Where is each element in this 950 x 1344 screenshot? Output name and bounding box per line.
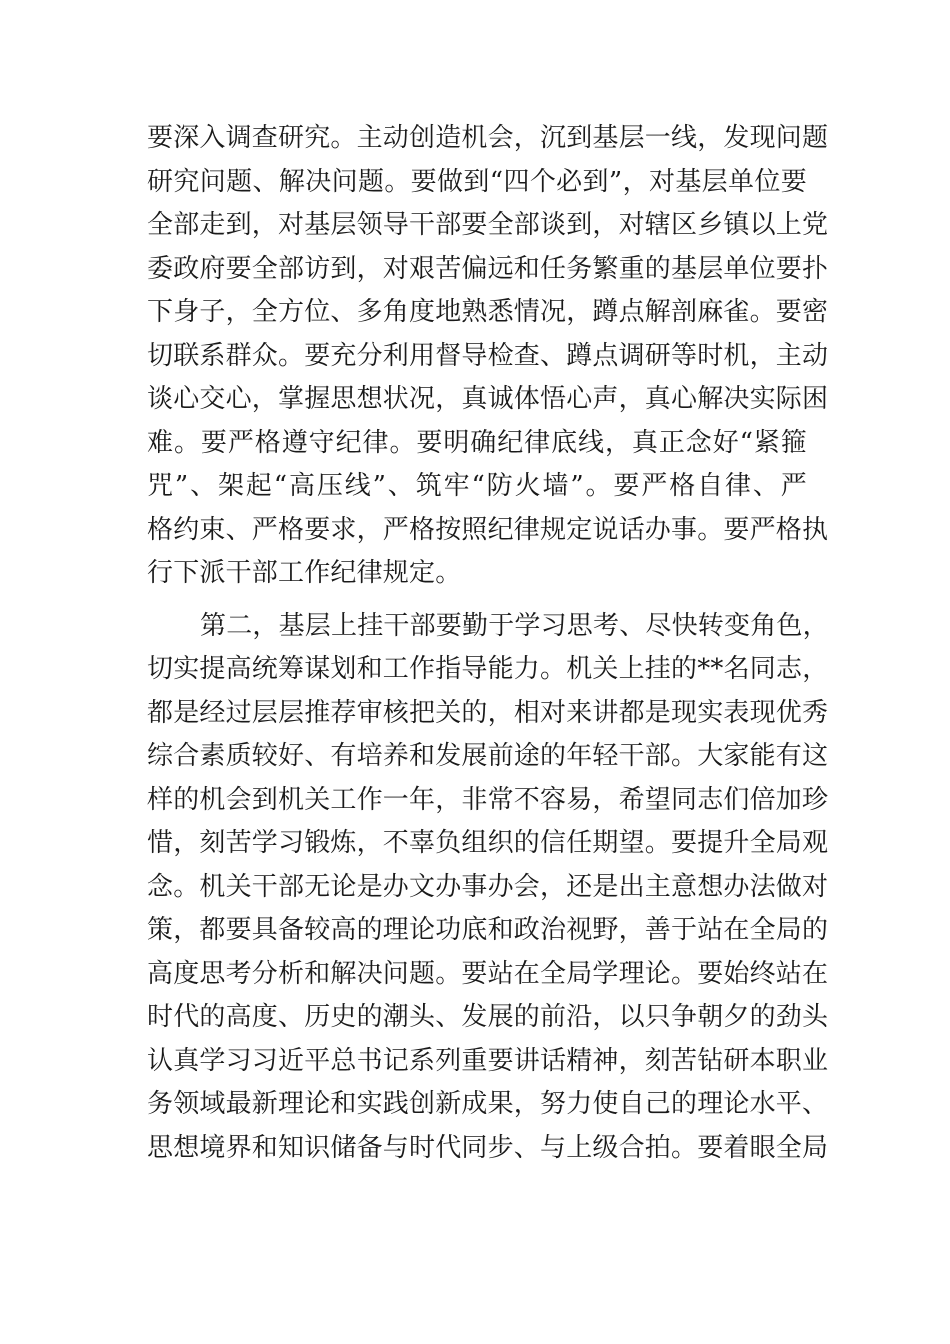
paragraph-gap [147, 596, 807, 605]
text-line: 综合素质较好、有培养和发展前途的年轻干部。大家能有这 [147, 741, 829, 771]
paragraph-1 [147, 117, 829, 596]
body-text [147, 117, 829, 1170]
text-line: 行下派干部工作纪律规定。 [147, 558, 462, 588]
text-line: 难。要严格遵守纪律。要明确纪律底线，真正念好“紧箍 [147, 427, 807, 458]
text-line: 切实提高统筹谋划和工作指导能力。机关上挂的**名同志， [147, 654, 829, 684]
text-line: 惜，刻苦学习锻炼，不辜负组织的信任期望。要提升全局观 [147, 828, 829, 858]
text-line: 高度思考分析和解决问题。要站在全局学理论。要始终站在 [147, 958, 829, 989]
text-line: 务领域最新理论和实践创新成果，努力使自己的理论水平、 [147, 1089, 829, 1119]
paragraph-2 [147, 605, 829, 1171]
text-line: 咒”、架起“高压线”、筑牢“防火墙”。要严格自律、严 [147, 471, 807, 501]
text-line: 第二，基层上挂干部要勤于学习思考、尽快转变角色， [200, 610, 829, 641]
text-line: 念。机关干部无论是办文办事办会，还是出主意想办法做对 [147, 871, 829, 902]
text-line: 时代的高度、历史的潮头、发展的前沿，以只争朝夕的劲头 [147, 1002, 829, 1032]
text-line: 要深入调查研究。主动创造机会，沉到基层一线，发现问题 [147, 123, 829, 153]
text-line: 研究问题、解决问题。要做到“四个必到”，对基层单位要 [147, 166, 807, 197]
text-line: 认真学习习近平总书记系列重要讲话精神，刻苦钻研本职业 [147, 1045, 829, 1076]
text-line: 样的机会到机关工作一年，非常不容易，希望同志们倍加珍 [147, 784, 829, 815]
text-line: 格约束、严格要求，严格按照纪律规定说话办事。要严格执 [147, 514, 829, 545]
text-line: 思想境界和知识储备与时代同步、与上级合拍。要着眼全局 [147, 1132, 829, 1163]
text-line: 委政府要全部访到，对艰苦偏远和任务繁重的基层单位要扑 [147, 253, 829, 284]
text-line: 谈心交心，掌握思想状况，真诚体悟心声，真心解决实际困 [147, 384, 829, 414]
text-line: 策，都要具备较高的理论功底和政治视野，善于站在全局的 [147, 915, 829, 945]
text-line: 切联系群众。要充分利用督导检查、蹲点调研等时机，主动 [147, 340, 829, 371]
text-line: 下身子，全方位、多角度地熟悉情况，蹲点解剖麻雀。要密 [147, 297, 829, 327]
text-line: 全部走到，对基层领导干部要全部谈到，对辖区乡镇以上党 [147, 210, 829, 240]
text-line: 都是经过层层推荐审核把关的，相对来讲都是现实表现优秀 [147, 697, 829, 728]
